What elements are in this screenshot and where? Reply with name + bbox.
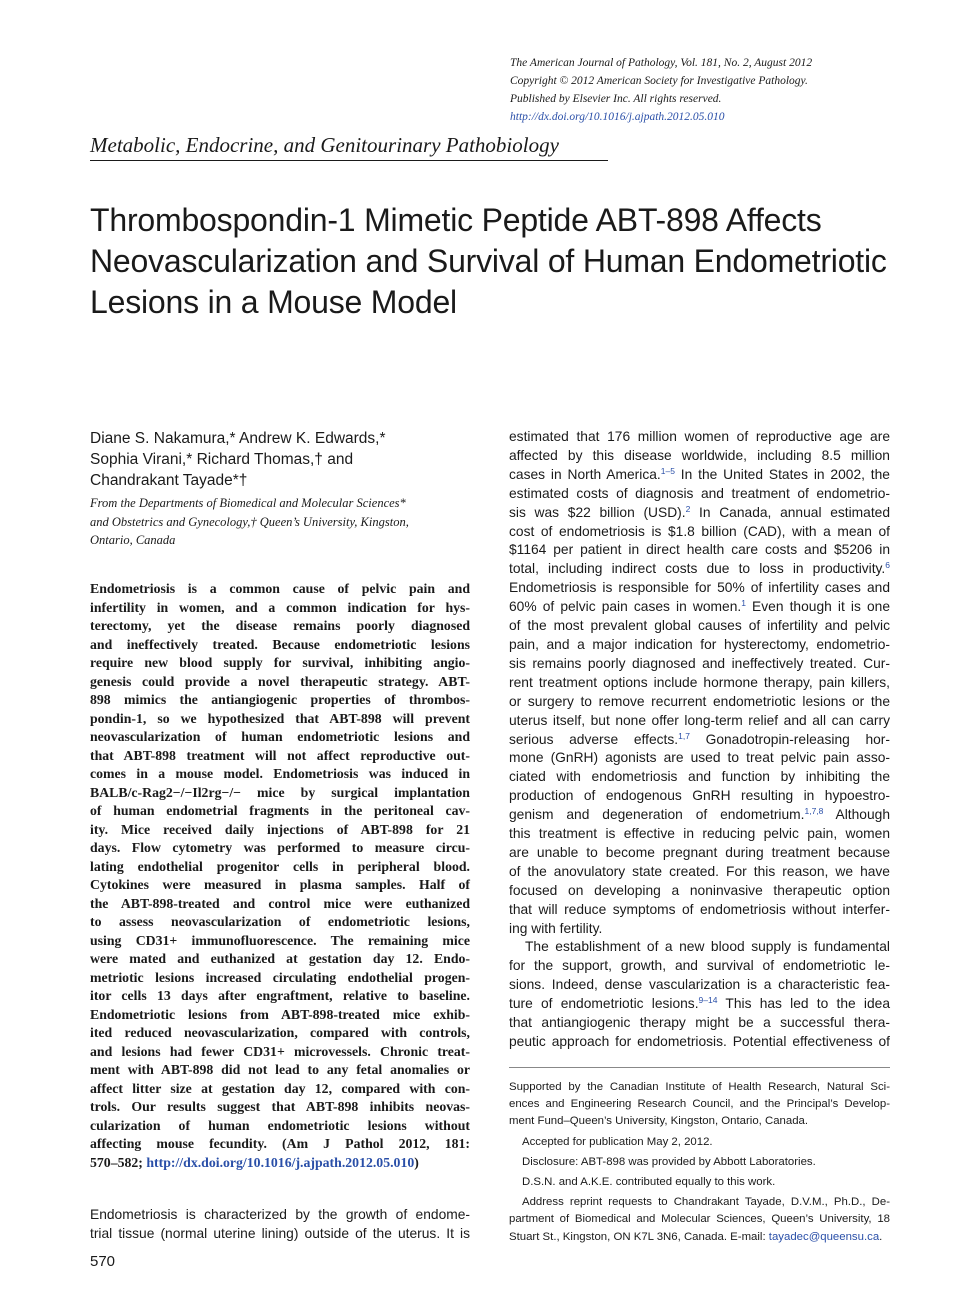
- author-line: Chandrakant Tayade*†: [90, 472, 248, 489]
- body-line: [509, 504, 890, 523]
- abstract-line: affect litter size at gestation day 12, compared with con-: [90, 1080, 470, 1096]
- body-line: cost of endometriosis is $1.8 billion (CAD), with a mean of: [509, 523, 890, 539]
- body-line: mone (GnRH) agonists are used to treat pelvic pain asso-: [509, 750, 890, 766]
- body-line: or surgery to remove recurrent endometriotic lesions or the: [509, 693, 890, 709]
- abstract-citation: 570–582;: [90, 1154, 143, 1170]
- body-line: of the most prevalent global causes of infertility and pelvic: [509, 618, 890, 634]
- abstract-line: lating endothelial progenitor cells in peripheral blood.: [90, 858, 470, 874]
- contribution-note: D.S.N. and A.K.E. contributed equally to this work.: [522, 1176, 776, 1189]
- reference-link[interactable]: 1,7,8: [804, 806, 824, 817]
- body-line: rent treatment options include hormone therapy, pain killers,: [509, 674, 890, 690]
- body-line: [509, 598, 890, 617]
- abstract: [90, 580, 470, 1172]
- doi-link[interactable]: http://dx.doi.org/10.1016/j.ajpath.2012.05.010: [510, 111, 725, 123]
- publisher-line: Published by Elsevier Inc. All rights reserved.: [510, 93, 722, 105]
- abstract-line: 898 mimics the antiangiogenic properties of thrombos-: [90, 692, 470, 707]
- abstract-line: and ineffectively treated. Because endometriotic lesions: [90, 636, 470, 652]
- abstract-line: comes in a mouse model. Endometriosis was induced in: [90, 766, 470, 781]
- body-line: that will reduce symptoms of endometriosis without interfer-: [509, 901, 890, 917]
- body-line: that antiangiogenic therapy might be a successful thera-: [509, 1015, 890, 1031]
- author-list: [90, 428, 480, 491]
- abstract-line: were mated and euthanized at gestation day 12. Endo-: [90, 951, 470, 966]
- abstract-line: the ABT-898-treated and control mice were euthanized: [90, 895, 470, 911]
- author-line: Diane S. Nakamura,* Andrew K. Edwards,*: [90, 430, 386, 447]
- body-text: ture of endometriotic lesions.: [509, 996, 699, 1012]
- intro-right-column: [509, 428, 890, 1052]
- abstract-line: neovascularization of human endometriotic lesions and: [90, 729, 470, 744]
- abstract-line: metriotic lesions increased circulating endothelial progen-: [90, 969, 470, 985]
- body-line: The establishment of a new blood supply is fundamental: [525, 939, 890, 955]
- body-line: [509, 560, 890, 579]
- body-text: 60% of pelvic pain cases in women.: [509, 599, 742, 615]
- body-line: $1164 per patient in direct health care costs and $5206 in: [509, 542, 890, 558]
- body-line: Endometriosis is characterized by the growth of endome-: [90, 1207, 470, 1222]
- abstract-line: of human endometrial fragments in the peritoneal cav-: [90, 803, 470, 818]
- body-text: serious adverse effects.: [509, 731, 679, 747]
- support-line: Supported by the Canadian Institute of Health Research, Natural Sci-: [509, 1081, 890, 1093]
- email-link[interactable]: tayadec@queensu.ca: [768, 1230, 880, 1243]
- body-line: estimated that 176 million women of reproductive age are: [509, 429, 890, 444]
- address-line: partment of Biomedical and Molecular Sciences, Queen’s University, 18: [509, 1213, 890, 1226]
- reference-link[interactable]: 2: [685, 503, 691, 514]
- abstract-line: genesis could provide a novel therapeutic strategy. ABT-: [90, 673, 470, 689]
- body-line: estimated costs of diagnosis and treatment of endometrio-: [509, 485, 890, 501]
- body-line: sions. Indeed, dense vascularization is a characteristic fea-: [509, 977, 890, 993]
- footnote-divider: [509, 1067, 890, 1068]
- body-line: pain, and a major indication for hysterectomy, endometrio-: [509, 636, 890, 652]
- abstract-line: days. Flow cytometry was performed to measure circu-: [90, 840, 470, 855]
- abstract-line: cularization of human endometriotic lesions without: [90, 1117, 470, 1133]
- affiliation-line: From the Departments of Biomedical and Molecular Sciences*: [90, 496, 406, 510]
- body-line: [509, 731, 890, 750]
- abstract-line: and lesions had fewer CD31+ microvessels. Chronic treat-: [90, 1043, 470, 1059]
- abstract-doi-link[interactable]: http://dx.doi.org/10.1016/j.ajpath.2012.05.010: [146, 1154, 415, 1170]
- author-line: Sophia Virani,* Richard Thomas,† and: [90, 451, 354, 468]
- affiliation-line: Ontario, Canada: [90, 533, 176, 547]
- body-line: peutic approach for endometriosis. Potential effectiveness of: [509, 1034, 890, 1049]
- body-text: sis was $22 billion (USD).: [509, 504, 686, 520]
- address-text: Stuart St., Kingston, ON K7L 3N6, Canada. E-mail:: [509, 1230, 769, 1243]
- affiliations: [90, 494, 480, 550]
- body-line: production of endogenous GnRH resulting in hypoestro-: [509, 788, 890, 804]
- body-line: affected by this disease worldwide, including 8.5 million: [509, 447, 890, 463]
- abstract-line: trols. Our results suggest that ABT-898 inhibits neovas-: [90, 1099, 470, 1114]
- reference-link[interactable]: 1–5: [660, 465, 675, 476]
- body-line: this treatment is effective in reducing pelvic pain, women: [509, 826, 890, 842]
- title-line: Thrombospondin-1 Mimetic Peptide ABT-898 Affects: [90, 202, 822, 238]
- body-text: genism and degeneration of endometrium.: [509, 807, 805, 823]
- body-text: cases in North America.: [509, 466, 661, 482]
- body-line: trial tissue (normal uterine lining) outside of the uterus. It is: [90, 1225, 470, 1241]
- copyright-line: Copyright © 2012 American Society for Investigative Pathology.: [510, 75, 808, 87]
- abstract-line: Endometriotic lesions from ABT-898-treated mice exhib-: [90, 1006, 470, 1022]
- page-number: 570: [90, 1253, 116, 1270]
- abstract-line: to assess neovascularization of endometriotic lesions,: [90, 914, 470, 929]
- body-line: of the anovulatory state created. For this reason, we have: [509, 863, 890, 879]
- abstract-line: itor cells 13 days after engraftment, relative to baseline.: [90, 988, 470, 1003]
- reference-link[interactable]: 1,7: [678, 730, 690, 741]
- abstract-line: infertility in women, and a common indication for hys-: [90, 599, 470, 615]
- support-line: ment Fund–Queen’s University, Kingston, Ontario, Canada.: [509, 1115, 809, 1128]
- article-title: [90, 200, 910, 323]
- body-line: [509, 806, 890, 825]
- body-line: ciated with endometriosis and function by inhibiting the: [509, 769, 890, 785]
- journal-header: [510, 54, 950, 126]
- address-line: Address reprint requests to Chandrakant Tayade, D.V.M., Ph.D., De-: [522, 1196, 890, 1209]
- abstract-line: ity. Mice received daily injections of ABT-898 for 21: [90, 821, 470, 837]
- body-text: In the United States in 2002, the: [674, 466, 890, 482]
- body-line: Endometriosis is responsible for 50% of infertility cases and: [509, 580, 890, 596]
- body-text: Even though it is one: [745, 599, 890, 615]
- abstract-line: Endometriosis is a common cause of pelvic pain and: [90, 581, 470, 596]
- title-line: Lesions in a Mouse Model: [90, 284, 457, 320]
- body-line: ing with fertility.: [509, 920, 603, 936]
- title-line: Neovascularization and Survival of Human Endometriotic: [90, 243, 887, 279]
- abstract-line: using CD31+ immunofluorescence. The remaining mice: [90, 932, 470, 948]
- body-text: Although: [823, 807, 890, 823]
- section-heading: Metabolic, Endocrine, and Genitourinary Pathobiology: [90, 133, 559, 157]
- abstract-line: that ABT-898 treatment will not affect reproductive out-: [90, 747, 470, 763]
- body-text: This has led to the idea: [717, 996, 890, 1012]
- abstract-line: ited reduced neovascularization, compared with controls,: [90, 1025, 470, 1040]
- abstract-line: affecting mouse fecundity. (Am J Pathol 2012, 181:: [90, 1136, 470, 1151]
- address-end: .: [879, 1230, 883, 1243]
- footnotes: [509, 1079, 890, 1246]
- abstract-citation-line: [90, 1154, 470, 1173]
- support-line: ences and Engineering Research Council, and the Principal’s Develop-: [509, 1098, 890, 1111]
- body-line: for the support, growth, and survival of endometriotic le-: [509, 958, 890, 974]
- body-line: [509, 995, 890, 1014]
- abstract-line: terectomy, yet the disease remains poorly diagnosed: [90, 618, 470, 633]
- abstract-close: ): [414, 1154, 419, 1170]
- address-line: [509, 1229, 890, 1246]
- abstract-line: BALB/c-Rag2−/−Il2rg−/− mice by surgical implantation: [90, 784, 470, 800]
- body-line: sis remains poorly diagnosed and ineffectively treated. Cur-: [509, 655, 890, 671]
- body-text: In Canada, annual estimated: [690, 504, 891, 520]
- abstract-line: require new blood supply for survival, inhibiting angio-: [90, 655, 470, 670]
- reference-link[interactable]: 9–14: [698, 995, 718, 1006]
- affiliation-line: and Obstetrics and Gynecology,† Queen’s University, Kingston,: [90, 514, 409, 529]
- abstract-line: pondin-1, so we hypothesized that ABT-898 will prevent: [90, 710, 470, 726]
- body-line: uterus itself, but none offer long-term relief and all can carry: [509, 712, 890, 728]
- body-text: total, including indirect costs due to loss in productivity.: [509, 561, 886, 577]
- disclosure-note: Disclosure: ABT-898 was provided by Abbott Laboratories.: [522, 1155, 816, 1168]
- body-line: focused on developing a noninvasive therapeutic option: [509, 882, 890, 898]
- abstract-line: ment with ABT-898 did not lead to any fetal anomalies or: [90, 1062, 470, 1077]
- journal-citation-line: The American Journal of Pathology, Vol. 181, No. 2, August 2012: [510, 57, 813, 69]
- reference-link[interactable]: 1: [741, 598, 746, 609]
- reference-link[interactable]: 6: [885, 560, 890, 571]
- abstract-line: Cytokines were measured in plasma samples. Half of: [90, 877, 470, 892]
- body-line: are unable to become pregnant during treatment because: [509, 844, 890, 860]
- accepted-note: Accepted for publication May 2, 2012.: [522, 1135, 713, 1148]
- body-text: Gonadotropin-releasing hor-: [689, 731, 890, 747]
- body-line: [509, 466, 890, 485]
- section-underline: [90, 160, 608, 161]
- intro-left-column: [90, 1206, 470, 1244]
